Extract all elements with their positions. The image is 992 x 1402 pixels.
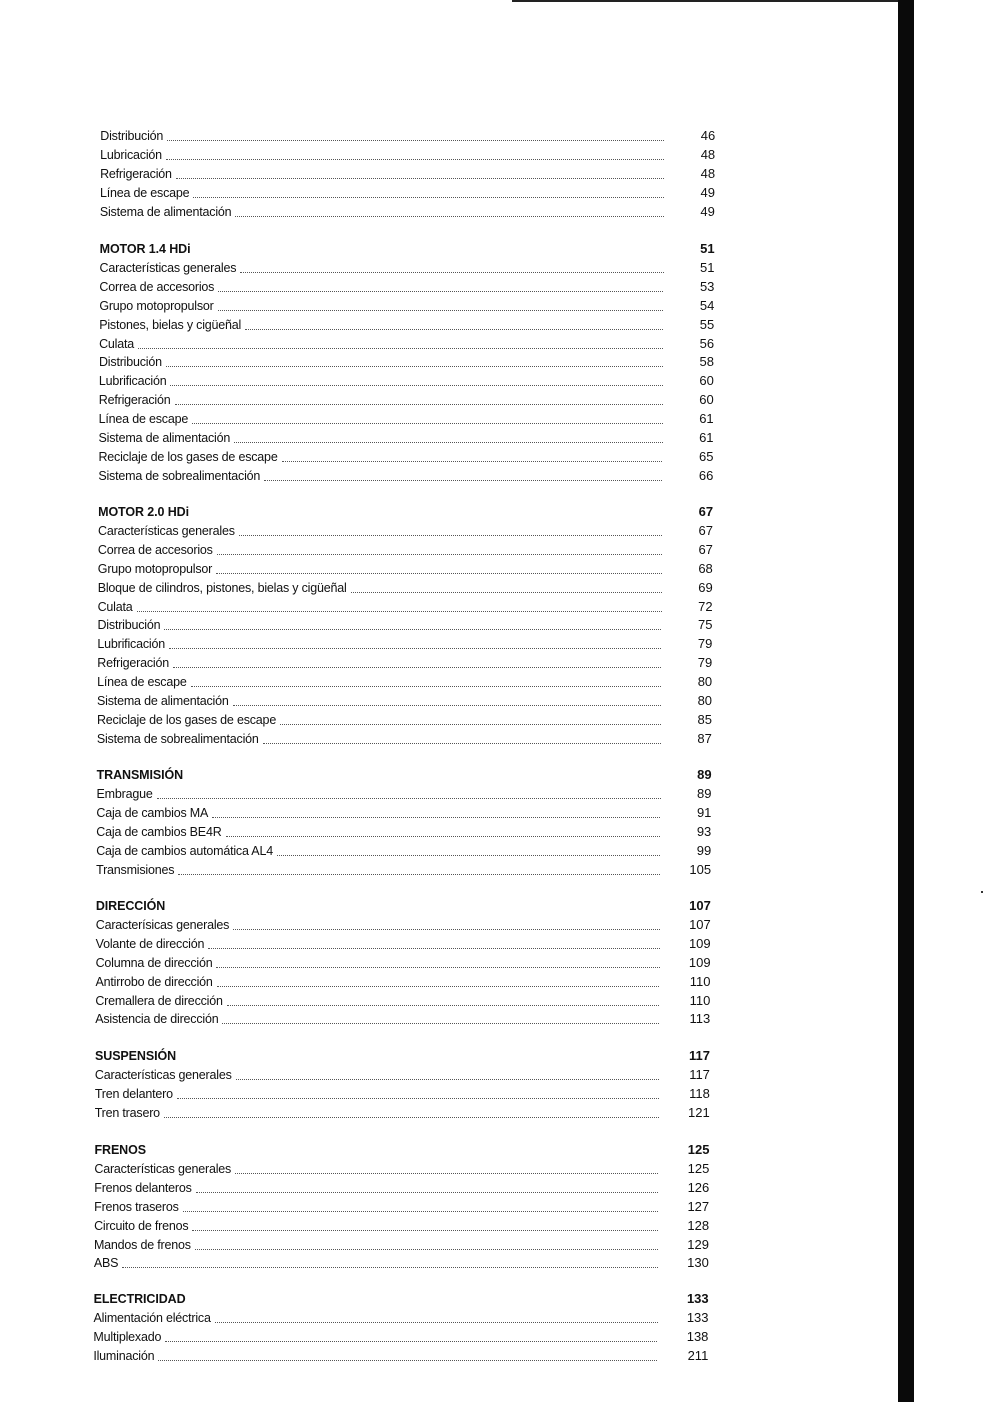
dot-leader bbox=[233, 704, 661, 706]
toc-entry-label: Refrigeración bbox=[98, 393, 171, 408]
toc-entry-label: Mandos de frenos bbox=[93, 1237, 191, 1252]
toc-entry bbox=[98, 540, 713, 558]
toc-entry bbox=[99, 352, 714, 370]
dot-leader bbox=[176, 177, 664, 179]
section-title: MOTOR 1.4 HDi bbox=[99, 242, 191, 256]
toc-entry bbox=[96, 934, 711, 952]
toc-entry bbox=[99, 296, 714, 314]
toc-entry-page-number: 79 bbox=[697, 655, 713, 671]
toc-entry-label: Columna de dirección bbox=[95, 955, 213, 970]
toc-entry-label: Características generales bbox=[94, 1067, 232, 1082]
toc-entry bbox=[96, 803, 711, 821]
toc-entry-page-number: 109 bbox=[688, 954, 711, 970]
toc-entry bbox=[97, 615, 712, 633]
dot-leader bbox=[218, 290, 663, 292]
dot-leader bbox=[264, 479, 662, 481]
toc-entry-page-number: 80 bbox=[697, 674, 713, 690]
toc-entry bbox=[97, 691, 712, 709]
dot-leader bbox=[226, 835, 661, 837]
toc-entry-label: Transmisiones bbox=[96, 862, 175, 877]
toc-entry-label: Multiplexado bbox=[93, 1329, 162, 1344]
toc-entry-page-number: 56 bbox=[699, 335, 715, 351]
toc-entry-page-number: 113 bbox=[689, 1011, 711, 1027]
toc-entry-label: Culata bbox=[97, 599, 133, 614]
toc-entry-label: Línea de escape bbox=[98, 412, 189, 427]
section-heading bbox=[94, 1289, 709, 1307]
toc-entry-page-number: 110 bbox=[689, 992, 711, 1008]
dot-leader bbox=[183, 1210, 658, 1212]
dot-leader bbox=[173, 666, 661, 668]
toc-entry-page-number: 67 bbox=[698, 541, 713, 557]
toc-entry-page-number: 126 bbox=[687, 1179, 710, 1195]
toc-entry-label: Correa de accesorios bbox=[97, 542, 213, 557]
dot-leader bbox=[282, 460, 663, 462]
dot-leader bbox=[193, 516, 662, 517]
toc-entry-label: Distribución bbox=[97, 618, 161, 633]
toc-entry-label: Línea de escape bbox=[97, 675, 187, 690]
toc-entry-page-number: 125 bbox=[687, 1160, 710, 1176]
toc-entry bbox=[94, 1159, 709, 1177]
toc-entry bbox=[97, 634, 712, 652]
toc-entry-page-number: 79 bbox=[697, 636, 713, 652]
toc-entry-label: Características generales bbox=[98, 523, 235, 538]
toc-entry-label: Bloque de cilindros, pistones, bielas y cigüeñal bbox=[97, 580, 347, 595]
toc-entry-label: Volante de dirección bbox=[95, 936, 205, 951]
toc-entry bbox=[99, 371, 714, 389]
toc-entry bbox=[99, 428, 714, 446]
dot-leader bbox=[167, 139, 664, 141]
toc-entry bbox=[100, 145, 715, 163]
toc-entry bbox=[98, 578, 713, 596]
toc-entry-label: Lubrificación bbox=[98, 374, 167, 389]
dot-leader bbox=[137, 610, 662, 612]
toc-entry bbox=[97, 784, 712, 802]
toc-entry-page-number: 66 bbox=[698, 467, 714, 483]
dot-leader bbox=[233, 928, 660, 930]
dot-leader bbox=[227, 1004, 660, 1006]
toc-entry-page-number: 105 bbox=[689, 861, 712, 877]
toc-entry-label: Cremallera de dirección bbox=[95, 993, 223, 1008]
toc-entry-page-number: 80 bbox=[697, 693, 713, 708]
toc-entry-page-number: 60 bbox=[699, 373, 714, 389]
toc-entry bbox=[100, 126, 715, 144]
toc-entry bbox=[100, 183, 715, 201]
toc-entry-page-number: 85 bbox=[697, 711, 712, 727]
dot-leader bbox=[194, 253, 663, 254]
toc-entry-label: Características generales bbox=[99, 260, 237, 275]
toc-entry-page-number: 69 bbox=[698, 579, 713, 595]
toc-entry-label: Tren delantero bbox=[94, 1086, 173, 1101]
toc-entry bbox=[97, 672, 712, 690]
dot-leader bbox=[192, 1229, 658, 1231]
toc-entry-label: Distribución bbox=[98, 355, 162, 370]
section-title: DIRECCIÓN bbox=[95, 899, 166, 913]
toc-entry-label: Caja de cambios BE4R bbox=[96, 824, 222, 839]
toc-entry-label: Asistencia de dirección bbox=[95, 1012, 219, 1027]
toc-entry-page-number: 127 bbox=[687, 1198, 710, 1214]
toc-entry-page-number: 67 bbox=[698, 522, 714, 538]
toc-entry-page-number: 211 bbox=[687, 1347, 709, 1363]
section-page-number: 89 bbox=[697, 767, 712, 782]
dot-leader bbox=[169, 910, 660, 911]
toc-entry-label: Refrigeración bbox=[100, 166, 172, 181]
section-heading bbox=[95, 1046, 710, 1064]
toc-entry-label: Lubricación bbox=[100, 147, 162, 162]
toc-entry-label: Grupo motopropulsor bbox=[97, 561, 213, 576]
section-title: ELECTRICIDAD bbox=[93, 1292, 186, 1306]
toc-entry bbox=[98, 466, 713, 484]
dot-leader bbox=[234, 441, 662, 443]
toc-entry-page-number: 51 bbox=[700, 259, 715, 275]
toc-entry bbox=[94, 1308, 709, 1326]
toc-entry-page-number: 53 bbox=[699, 278, 715, 294]
toc-entry-label: Frenos traseros bbox=[94, 1199, 179, 1214]
dot-leader bbox=[280, 723, 661, 725]
toc-entry-label: Sistema de alimentación bbox=[99, 204, 232, 219]
section-title: SUSPENSIÓN bbox=[95, 1049, 176, 1063]
toc-entry bbox=[95, 1103, 710, 1121]
section-heading bbox=[96, 896, 711, 914]
toc-entry bbox=[100, 202, 715, 220]
dot-leader bbox=[277, 854, 660, 856]
toc-entry-page-number: 87 bbox=[697, 730, 712, 746]
toc-entry-label: Tren trasero bbox=[94, 1105, 160, 1120]
dot-leader bbox=[175, 403, 663, 405]
toc-entry-page-number: 48 bbox=[700, 165, 716, 181]
dot-leader bbox=[187, 779, 661, 780]
toc-entry-page-number: 110 bbox=[689, 973, 711, 989]
toc-entry-page-number: 72 bbox=[698, 598, 713, 614]
dot-leader bbox=[215, 1321, 658, 1323]
toc-entry-page-number: 49 bbox=[700, 184, 715, 200]
dot-leader bbox=[235, 1172, 658, 1174]
toc-entry-page-number: 75 bbox=[698, 617, 713, 633]
dot-leader bbox=[235, 215, 663, 217]
toc-entry-page-number: 138 bbox=[686, 1328, 709, 1344]
toc-entry-label: Sistema de sobrealimentación bbox=[98, 468, 261, 483]
dot-leader bbox=[193, 196, 664, 198]
toc-entry bbox=[94, 1178, 709, 1196]
toc-entry-label: Lubrificación bbox=[97, 637, 165, 652]
dot-leader bbox=[164, 628, 661, 630]
toc-entry-page-number: 130 bbox=[687, 1255, 709, 1271]
section-page-number: 107 bbox=[689, 898, 711, 913]
toc-entry bbox=[99, 390, 714, 408]
toc-entry-page-number: 54 bbox=[699, 297, 715, 313]
toc-entry-page-number: 58 bbox=[699, 354, 714, 370]
dot-leader bbox=[216, 572, 662, 574]
toc-entry-label: ABS bbox=[93, 1256, 119, 1271]
toc-entry-page-number: 128 bbox=[687, 1217, 710, 1233]
dot-leader bbox=[122, 1266, 658, 1268]
toc-entry-label: Circuito de frenos bbox=[94, 1218, 189, 1233]
toc-entry-page-number: 118 bbox=[689, 1085, 710, 1101]
toc-entry bbox=[95, 991, 710, 1009]
toc-entry-page-number: 129 bbox=[687, 1236, 709, 1252]
dot-leader bbox=[217, 553, 662, 555]
toc-entry bbox=[94, 1197, 709, 1215]
section-page-number: 117 bbox=[689, 1048, 711, 1063]
section-heading bbox=[94, 1140, 709, 1158]
toc-entry-label: Distribución bbox=[100, 129, 164, 143]
dot-leader bbox=[239, 534, 662, 536]
section-title: FRENOS bbox=[94, 1143, 146, 1157]
dot-leader bbox=[178, 873, 660, 875]
section-page-number: 133 bbox=[686, 1291, 709, 1306]
dot-leader bbox=[170, 384, 662, 386]
section-page-number: 67 bbox=[698, 504, 714, 519]
dot-leader bbox=[158, 1359, 657, 1361]
toc-entry bbox=[95, 1065, 710, 1083]
toc-entry-page-number: 65 bbox=[698, 448, 714, 464]
section-heading bbox=[98, 502, 713, 520]
toc-entry-label: Grupo motopropulsor bbox=[99, 298, 214, 313]
toc-entry bbox=[98, 559, 713, 577]
toc-entry bbox=[96, 953, 711, 971]
toc-entry-label: Correa de accesorios bbox=[99, 279, 215, 294]
toc-entry bbox=[97, 710, 712, 728]
toc-entry bbox=[95, 972, 710, 990]
toc-entry-label: Refrigeración bbox=[97, 656, 170, 671]
toc-entry bbox=[99, 409, 714, 427]
toc-entry-page-number: 93 bbox=[696, 823, 712, 839]
toc-entry-label: Características generales bbox=[94, 1161, 232, 1176]
dot-leader bbox=[195, 1248, 658, 1250]
dot-leader bbox=[208, 947, 659, 949]
dot-leader bbox=[245, 328, 663, 330]
dot-leader bbox=[192, 422, 663, 424]
dot-leader bbox=[157, 797, 661, 799]
toc-entry bbox=[94, 1216, 709, 1234]
toc-entry bbox=[98, 597, 713, 615]
toc-entry-label: Pistones, bielas y cigüeñal bbox=[99, 317, 242, 332]
toc-entry-page-number: 55 bbox=[699, 316, 715, 332]
toc-entry bbox=[95, 1084, 710, 1102]
toc-entry-page-number: 133 bbox=[686, 1309, 709, 1325]
dot-leader bbox=[165, 1340, 657, 1342]
section-title: MOTOR 2.0 HDi bbox=[98, 505, 189, 519]
toc-entry-label: Culata bbox=[99, 336, 135, 351]
toc-entry-page-number: 107 bbox=[689, 916, 711, 932]
toc-entry bbox=[99, 334, 714, 352]
toc-entry-label: Alimentación eléctrica bbox=[93, 1310, 211, 1325]
dot-leader bbox=[263, 742, 661, 744]
dot-leader bbox=[177, 1097, 659, 1099]
section-page-number: 51 bbox=[700, 241, 715, 256]
toc-entry-label: Frenos delanteros bbox=[94, 1180, 192, 1195]
toc-entry-label: Sistema de sobrealimentación bbox=[96, 731, 259, 746]
toc-entry-page-number: 109 bbox=[688, 935, 711, 951]
toc-entry-label: Embrague bbox=[96, 786, 153, 801]
section-heading bbox=[100, 239, 715, 257]
toc-entry-page-number: 61 bbox=[699, 411, 714, 427]
toc-entry-page-number: 121 bbox=[688, 1104, 710, 1120]
toc-entry bbox=[97, 653, 712, 671]
dot-leader bbox=[196, 1191, 659, 1193]
dot-leader bbox=[236, 1078, 659, 1080]
toc-entry-label: Antirrobo de dirección bbox=[95, 974, 213, 989]
toc-entry-page-number: 46 bbox=[700, 128, 716, 143]
dot-leader bbox=[180, 1060, 659, 1061]
toc-entry-page-number: 117 bbox=[689, 1066, 710, 1082]
dot-leader bbox=[138, 347, 663, 349]
toc-entry bbox=[99, 315, 714, 333]
toc-entry bbox=[93, 1327, 708, 1345]
toc-entry bbox=[96, 860, 711, 878]
toc-entry bbox=[99, 277, 714, 295]
dot-leader bbox=[191, 685, 662, 687]
toc-entry bbox=[94, 1235, 709, 1253]
dot-leader bbox=[217, 985, 660, 987]
dot-leader bbox=[166, 365, 663, 367]
dot-leader bbox=[169, 647, 661, 649]
toc-entry-label: Caracterísicas generales bbox=[95, 917, 230, 932]
toc-entry-page-number: 89 bbox=[697, 785, 712, 801]
section-heading bbox=[97, 765, 712, 783]
toc-entry bbox=[98, 521, 713, 539]
dot-leader bbox=[164, 1116, 659, 1118]
toc-entry bbox=[96, 915, 711, 933]
toc-entry bbox=[100, 164, 715, 182]
section-title: TRANSMISIÓN bbox=[96, 768, 184, 782]
toc-entry-label: Reciclaje de los gases de escape bbox=[98, 449, 278, 464]
toc-entry bbox=[93, 1346, 708, 1364]
toc-entry bbox=[97, 729, 712, 747]
toc-entry bbox=[98, 447, 713, 465]
toc-entry-page-number: 91 bbox=[696, 804, 712, 820]
toc-entry bbox=[95, 1009, 710, 1027]
dot-leader bbox=[150, 1154, 659, 1155]
toc-entry-page-number: 61 bbox=[699, 430, 714, 445]
dot-leader bbox=[216, 966, 659, 968]
dot-leader bbox=[190, 1303, 658, 1304]
dot-leader bbox=[218, 309, 664, 311]
toc-entry-label: Caja de cambios MA bbox=[96, 805, 209, 820]
toc-entry-label: Sistema de alimentación bbox=[97, 694, 229, 708]
toc-entry bbox=[100, 258, 715, 276]
dot-leader bbox=[212, 816, 660, 818]
toc-entry bbox=[96, 822, 711, 840]
dot-leader bbox=[240, 271, 663, 273]
toc-entry-page-number: 49 bbox=[700, 203, 715, 219]
toc-entry-page-number: 48 bbox=[700, 146, 716, 162]
toc-entry bbox=[96, 841, 711, 859]
toc-entry-label: Línea de escape bbox=[99, 185, 190, 200]
dot-leader bbox=[222, 1022, 659, 1024]
toc-entry-page-number: 99 bbox=[696, 842, 712, 858]
toc-entry-page-number: 60 bbox=[699, 392, 714, 408]
toc-entry-label: Reciclaje de los gases de escape bbox=[96, 712, 277, 727]
section-page-number: 125 bbox=[687, 1142, 710, 1157]
toc-entry-label: Sistema de alimentación bbox=[98, 431, 231, 445]
dot-leader bbox=[166, 158, 664, 160]
toc-entry bbox=[94, 1253, 709, 1271]
dot-leader bbox=[351, 591, 662, 593]
toc-entry-page-number: 68 bbox=[698, 560, 713, 576]
toc-entry-label: Caja de cambios automática AL4 bbox=[96, 843, 273, 858]
toc-entry-label: Iluminación bbox=[93, 1348, 155, 1363]
